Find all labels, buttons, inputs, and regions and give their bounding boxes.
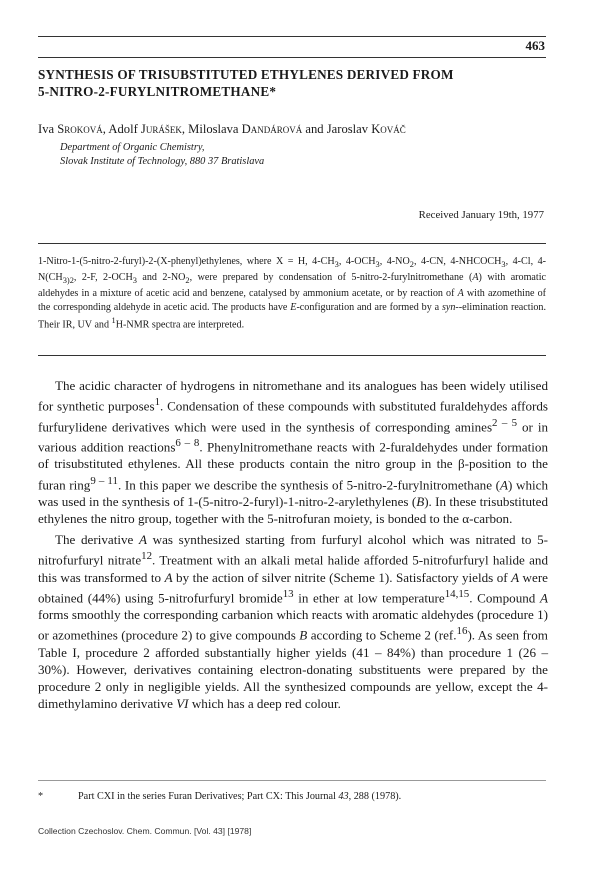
abstract-text: and 2-NO [136,272,186,284]
reference-mark: 16 [456,625,468,638]
author-conjunction: and [305,122,324,136]
reference-mark: 13 [282,587,294,600]
abstract-rule-top [38,243,546,244]
subscript: 3 [375,260,380,270]
author-last-name: Dandárová [241,122,303,136]
footnote-mark: * [38,791,44,802]
compound-label: A [457,288,464,300]
abstract-text: -configuration and are formed by a [296,301,442,313]
reference-mark: 14,15 [444,587,470,600]
reference-mark: 9 – 11 [90,474,118,487]
title-line-1: SYNTHESIS OF TRISUBSTITUTED ETHYLENES DERIVED FROM [38,67,454,82]
syn-label: syn- [441,301,459,313]
author-first-name: Iva [38,122,55,136]
header-rule-lower [38,57,546,58]
text-run: were obtained (44%) using 5-nitrofurfuryl bromide [38,569,548,606]
footnote-text: Part CXI in the series Furan Derivatives; Part CX: This Journal [78,791,339,802]
author-last-name: Sroková [57,122,103,136]
abstract-rule-bottom [38,355,546,356]
footnote-text: , 288 (1978). [348,791,402,802]
abstract-text: ) with aromatic aldehydes in a mixture of acetic acid and benzene, catalysed by ammonium acetate, or by reaction of [38,272,547,300]
text-run: . Phenylnitromethane reacts with 2-furaldehydes under formation of trisubstituted ethylenes. All these products contain the nitro group in the β-position to the furan ring [38,439,548,492]
compound-label: A [511,569,520,585]
abstract-text: with azomethine of the corresponding aldehyde in acetic acid. The products have [38,288,546,313]
footnote [38,791,548,802]
subscript: 3)2 [62,276,74,286]
subscript: 3 [334,260,339,270]
author-last-name: Jurášek [140,122,182,136]
author-first-name: Adolf [108,122,138,136]
reference-mark: 2 – 5 [492,416,518,429]
author-list: Iva Sroková, Adolf Jurášek, Miloslava Dandárová and Jaroslav Kováč [38,122,406,136]
abstract-text: , 4-NO [379,256,410,267]
title-line-2: 5-NITRO-2-FURYLNITROMETHANE* [38,84,277,99]
abstract-text: -elimination reaction. Their IR, UV and [38,301,546,331]
text-run: forms smoothly the corresponding carbanion which reacts with aromatic aldehydes (procedure 1) or azomethines (procedure 2) to give compounds [38,607,548,643]
volume-number: 43 [338,791,349,802]
subscript: 2 [185,276,190,286]
compound-label: VI [176,696,189,712]
subscript: 3 [501,260,506,270]
text-run: . Condensation of these compounds with substituted furaldehydes affords furfurylidene derivatives which were used in the synthesis of corresponding amines [38,398,548,434]
affiliation-line-2: Slovak Institute of Technology, 880 37 Bratislava [60,156,265,167]
text-run: or in various addition reactions [38,418,548,455]
reference-mark: 1 [154,396,161,409]
abstract-text: , 4-CN, 4-NHCOCH [413,256,502,267]
header-rule [38,36,546,37]
body-text [38,377,548,712]
compound-label: A [139,532,147,548]
text-run: which has a deep red colour. [188,696,341,712]
paragraph-1 [38,377,548,527]
text-run: in ether at low temperature [293,590,445,606]
abstract-text: , were prepared by condensation of 5-nitro-2-furylnitromethane ( [189,272,473,284]
text-run: The derivative [55,532,139,548]
text-run: according to Scheme 2 (ref. [307,627,457,643]
footnote-rule [38,780,546,781]
reference-mark: 12 [141,550,153,563]
compound-label: A [539,590,548,606]
configuration-label: E [290,301,297,313]
paragraph-2 [38,531,548,712]
page-number: 463 [525,38,545,53]
text-run: ). In these trisubstituted ethylenes the nitro group, together with the 5-nitrofuran moiety, is bonded to the α-carbon. [38,494,548,527]
compound-label: B [416,494,425,509]
abstract-text: 1-Nitro-1-(5-nitro-2-furyl)-2-(X-phenyl)ethylenes, where X = H, 4-CH [38,256,335,267]
abstract-text: , 2-F, 2-OCH [73,272,133,284]
subscript: 3 [132,276,137,286]
affiliation-line-1: Department of Organic Chemistry, [60,142,205,153]
affiliation [60,141,264,169]
text-run: ) which was used in the synthesis of 1-(5-nitro-2-furyl)-1-nitro-2-arylethylenes ( [38,476,548,509]
compound-label: A [164,569,173,585]
text-run: was synthesized starting from furfuryl alcohol which was nitrated to 5-nitrofurfuryl nitrate [38,532,548,568]
received-date: Received January 19th, 1977 [418,209,544,221]
article-title [38,66,538,100]
compound-label: A [500,476,508,492]
superscript: 1 [111,315,116,325]
abstract-text: , 4-Cl, 4-N(CH [38,256,546,284]
reference-mark: 6 – 8 [175,437,200,449]
text-run: ). As seen from Table I, procedure 2 afforded substantially higher yields (41 – 84%) than procedure 1 (26 – 30%). However, derivatives containing electron-donating substituents were prepared by the procedure 2 only in negligible yields. All the synthesized compounds are yellow, except the 4-dimethylamino derivative [38,627,548,712]
journal-citation: Collection Czechoslov. Chem. Commun. [Vol. 43] [1978] [38,826,252,836]
text-run: . Compound [469,590,540,606]
author-last-name: Kováč [371,122,406,136]
subscript: 2 [409,260,414,270]
author-first-name: Jaroslav [326,122,369,136]
compound-label: A [472,272,479,284]
text-run: The acidic character of hydrogens in nitromethane and its analogues has been widely utilised for synthetic purposes [38,378,548,414]
abstract [38,255,546,331]
abstract-text: , 4-OCH [338,256,376,267]
abstract-text: H-NMR spectra are interpreted. [115,319,245,331]
text-run: . In this paper we describe the synthesis of 5-nitro-2-furylnitromethane ( [117,476,500,492]
author-first-name: Miloslava [188,122,239,136]
text-run: by the action of silver nitrite (Scheme 1). Satisfactory yields of [172,569,512,585]
text-run: . Treatment with an alkali metal halide afforded 5-nitrofurfuryl halide and this was transformed to [38,552,548,585]
compound-label: B [299,627,308,643]
